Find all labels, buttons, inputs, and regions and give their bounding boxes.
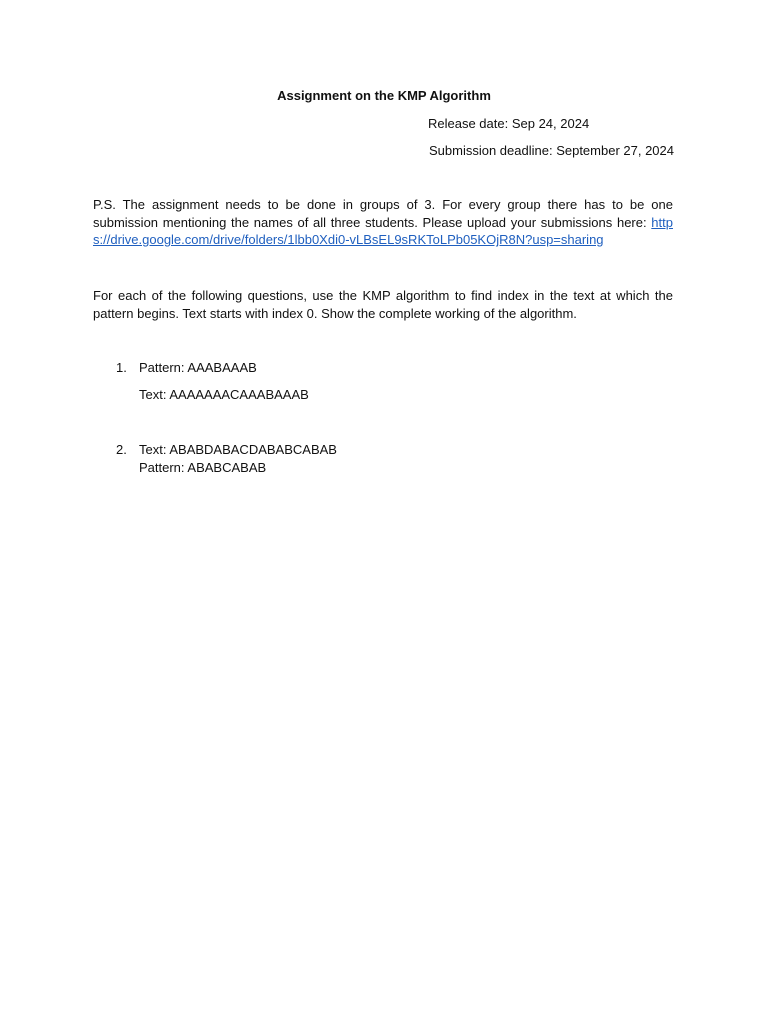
- question-number: 2.: [116, 442, 127, 457]
- question-text: Text: AAAAAAACAAABAAAB: [139, 387, 309, 402]
- submission-link[interactable]: https://drive.google.com/drive/folders/1lbb0Xdi0-vLBsEL9sRKToLPb05KOjR8N?usp=sharing: [93, 214, 673, 247]
- question-number: 1.: [116, 360, 127, 375]
- ps-text: P.S. The assignment needs to be done in groups of 3. For every group there has to be one submission mentioning the names of all three students. Please upload your submissions here:: [93, 197, 673, 230]
- instructions-paragraph: For each of the following questions, use the KMP algorithm to find index in the text at which the pattern begins. Text starts with index 0. Show the complete working of the algorithm.: [93, 288, 673, 321]
- question-text: Text: ABABDABACDABABCABAB: [139, 442, 337, 457]
- submission-deadline: Submission deadline: September 27, 2024: [429, 143, 674, 158]
- question-pattern: Pattern: ABABCABAB: [139, 460, 267, 475]
- spacer: [139, 377, 309, 386]
- document-title: Assignment on the KMP Algorithm: [277, 88, 491, 103]
- ps-paragraph: [93, 196, 673, 249]
- release-date: Release date: Sep 24, 2024: [428, 116, 590, 131]
- question-pattern: Pattern: AAABAAAB: [139, 360, 257, 375]
